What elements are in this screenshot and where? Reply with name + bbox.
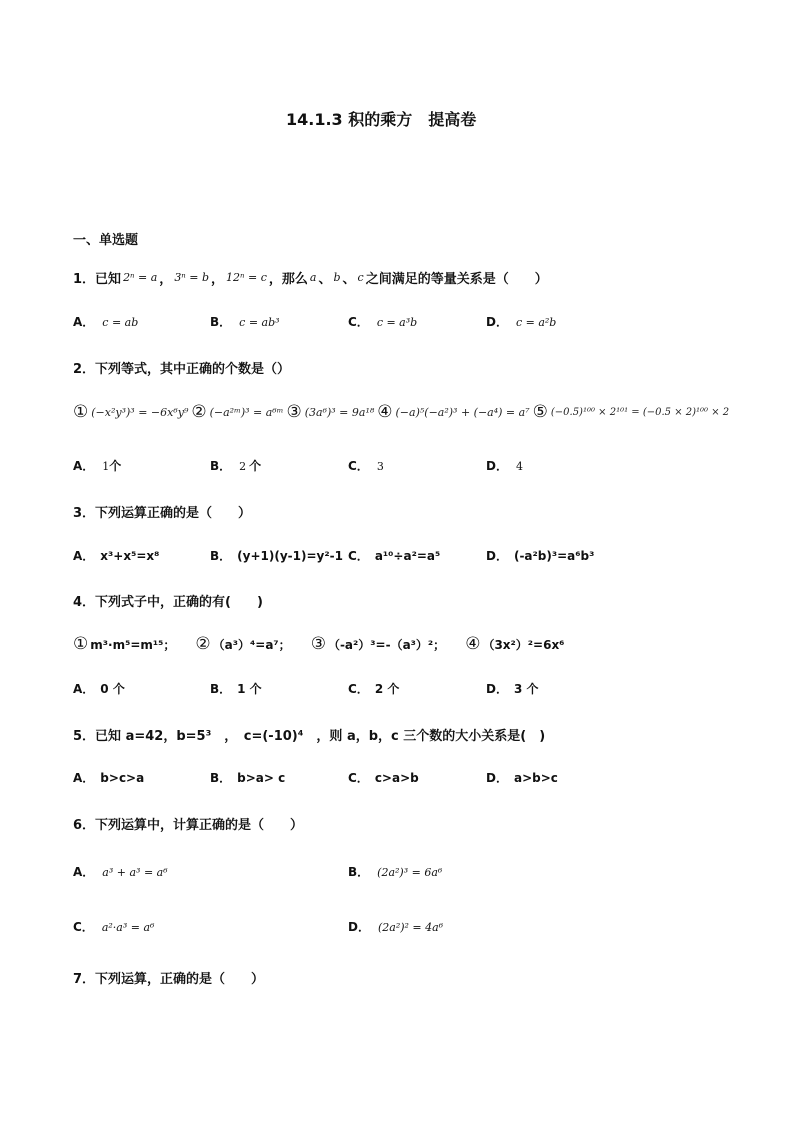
option-number: 3 (376, 460, 384, 473)
question-3-stem: 3．下列运算正确的是（ ） (73, 506, 252, 521)
question-text: 已知 (95, 272, 122, 287)
option-expr: 1 个 (237, 682, 262, 696)
option-unit: 个 (249, 459, 262, 473)
question-7-stem: 7．下列运算，正确的是（ ） (73, 972, 265, 987)
item-marker: ③ (310, 634, 326, 654)
separator: 、 (318, 272, 332, 287)
option-1b[interactable] (210, 313, 280, 330)
option-letter: B． (210, 549, 232, 563)
option-3d[interactable] (486, 547, 594, 564)
option-expr: c = ab (102, 316, 139, 329)
item-expression: (−a²ᵐ)³ = a⁶ᵐ (209, 405, 284, 419)
page-title: 14.1.3 积的乘方 提高卷 (286, 110, 477, 129)
question-text: ，那么 (268, 272, 308, 287)
question-2-items (73, 402, 729, 422)
option-expr: (-a²b)³=a⁶b³ (513, 549, 595, 563)
question-2-stem: 2．下列等式，其中正确的个数是（） (73, 362, 291, 377)
option-6a[interactable] (73, 863, 168, 880)
question-5-stem: 5．已知 a=42，b=5³ ， c=(-10)⁴ ，则 a，b，c 三个数的大小关系是( ) (73, 729, 546, 744)
option-expr: 3 个 (513, 682, 539, 696)
option-letter: B． (210, 682, 232, 696)
option-3b[interactable] (210, 547, 343, 564)
option-letter: A． (73, 682, 95, 696)
option-letter: C． (348, 549, 369, 563)
item-expression: (3a⁶)³ = 9a¹⁸ (304, 405, 375, 419)
option-letter: D． (348, 920, 370, 934)
option-unit: 个 (109, 459, 122, 473)
option-4a[interactable] (73, 680, 125, 697)
item-marker: ④ (377, 402, 393, 422)
option-expr: x³+x⁵=x⁸ (100, 549, 160, 563)
item-expression: （-a²）³=-（a³）²； (327, 637, 446, 652)
option-letter: B． (210, 459, 232, 473)
option-expr: c = ab³ (239, 316, 280, 329)
question-1-stem (73, 268, 548, 287)
option-letter: A． (73, 315, 95, 329)
option-expr: c = a²b (515, 316, 557, 329)
option-5c[interactable] (348, 769, 419, 786)
option-letter: C． (348, 771, 369, 785)
option-letter: C． (348, 682, 369, 696)
item-marker: ④ (465, 634, 481, 654)
option-expr: c>a>b (374, 771, 419, 785)
option-6d[interactable] (348, 918, 443, 935)
option-letter: B． (348, 865, 370, 879)
option-5a[interactable] (73, 769, 144, 786)
condition-1: 2ⁿ = a (123, 271, 158, 284)
option-letter: B． (210, 315, 232, 329)
option-3a[interactable] (73, 547, 159, 564)
item-marker: ⑤ (532, 402, 548, 422)
item-expression: (−0.5)¹⁰⁰ × 2¹⁰¹ = (−0.5 × 2)¹⁰⁰ × 2 (550, 406, 730, 418)
option-number: 4 (515, 460, 523, 473)
option-3c[interactable] (348, 547, 440, 564)
item-marker: ① (73, 402, 89, 422)
option-expr: a¹⁰÷a²=a⁵ (374, 549, 441, 563)
option-number: 2 (239, 460, 247, 473)
variable-b: b (333, 271, 341, 284)
option-4c[interactable] (348, 680, 399, 697)
separator: ， (211, 272, 225, 287)
option-letter: D． (486, 682, 508, 696)
item-expression: (−a)⁵(−a²)³ + (−a⁴) = a⁷ (395, 405, 530, 419)
separator: 、 (342, 272, 356, 287)
option-number: 1 (102, 460, 110, 473)
option-letter: D． (486, 549, 508, 563)
option-6c[interactable] (73, 918, 154, 935)
option-2b[interactable] (210, 457, 261, 474)
question-4-stem: 4．下列式子中，正确的有( ) (73, 595, 263, 610)
question-text: 之间满足的等量关系是（ ） (365, 272, 548, 287)
option-expr: c = a³b (376, 316, 418, 329)
option-4d[interactable] (486, 680, 539, 697)
option-1c[interactable] (348, 313, 417, 330)
item-marker: ② (191, 402, 207, 422)
option-expr: a³ + a³ = a⁶ (102, 866, 168, 879)
variable-a: a (309, 271, 317, 284)
option-2a[interactable] (73, 457, 121, 474)
option-letter: D． (486, 459, 508, 473)
option-letter: A． (73, 865, 95, 879)
option-5b[interactable] (210, 769, 285, 786)
item-expression: （3x²）²=6x⁶ (482, 637, 565, 652)
option-letter: A． (73, 459, 95, 473)
separator: ， (159, 272, 173, 287)
option-expr: (y+1)(y-1)=y²-1 (237, 549, 343, 563)
item-marker: ③ (286, 402, 302, 422)
option-4b[interactable] (210, 680, 262, 697)
question-6-stem: 6．下列运算中，计算正确的是（ ） (73, 818, 304, 833)
option-1d[interactable] (486, 313, 556, 330)
option-expr: b>a> c (237, 771, 286, 785)
option-letter: A． (73, 549, 95, 563)
question-number: 1． (73, 272, 96, 287)
option-expr: (2a²)² = 4a⁶ (377, 921, 444, 934)
option-letter: C． (348, 459, 369, 473)
option-expr: a²·a³ = a⁶ (101, 921, 155, 934)
item-expression: m³·m⁵=m¹⁵； (90, 637, 176, 652)
option-expr: 0 个 (100, 682, 125, 696)
option-letter: D． (486, 315, 508, 329)
section-heading: 一、单选题 (73, 233, 139, 248)
option-1a[interactable] (73, 313, 138, 330)
option-letter: B． (210, 771, 232, 785)
option-letter: A． (73, 771, 95, 785)
item-expression: （a³）⁴=a⁷； (212, 637, 291, 652)
option-6b[interactable] (348, 863, 442, 880)
option-expr: b>c>a (100, 771, 145, 785)
option-expr: (2a²)³ = 6a⁶ (377, 866, 443, 879)
condition-2: 3ⁿ = b (174, 271, 210, 284)
item-expression: (−x²y³)³ = −6x⁶y⁹ (91, 405, 189, 419)
option-2c[interactable] (348, 457, 384, 474)
condition-3: 12ⁿ = c (226, 271, 267, 284)
option-expr: 2 个 (374, 682, 400, 696)
option-letter: C． (348, 315, 369, 329)
question-4-items (73, 634, 564, 654)
option-5d[interactable] (486, 769, 558, 786)
option-letter: D． (486, 771, 508, 785)
variable-c: c (357, 271, 364, 284)
item-marker: ① (73, 634, 89, 654)
item-marker: ② (195, 634, 211, 654)
option-expr: a>b>c (513, 771, 558, 785)
option-letter: C． (73, 920, 94, 934)
option-2d[interactable] (486, 457, 523, 474)
